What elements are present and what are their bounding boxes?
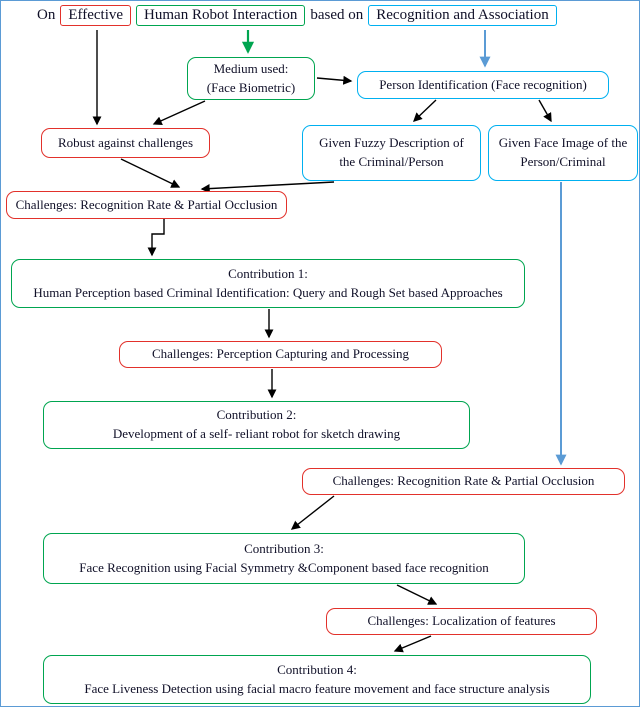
title-box-recognition-association: Recognition and Association (368, 5, 556, 26)
node-contribution-4-line2: Face Liveness Detection using facial macro feature movement and face structure analysis (84, 680, 550, 696)
node-challenge-recognition-1 (6, 191, 287, 219)
title-connector: based on (310, 7, 364, 23)
node-challenge-localization-text: Challenges: Localization of features (367, 613, 556, 629)
node-face-image-line1: Given Face Image of the (498, 135, 628, 151)
arrow-person-to-face-image (539, 100, 551, 121)
arrow-contribution3-to-challenge4 (397, 585, 436, 604)
node-medium-used (187, 57, 315, 100)
node-person-identification-text: Person Identification (Face recognition) (379, 76, 587, 92)
node-fuzzy-description (302, 125, 481, 181)
node-contribution-3 (43, 533, 525, 584)
node-challenge-recognition-2-text: Challenges: Recognition Rate & Partial Occlusion (332, 473, 595, 489)
arrow-challenge1-to-contribution1 (152, 219, 164, 255)
node-contribution-2-line2: Development of a self- reliant robot for sketch drawing (112, 426, 401, 441)
title-box-effective: Effective (60, 5, 131, 26)
node-challenge-recognition-1-text: Challenges: Recognition Rate & Partial Occlusion (15, 196, 278, 212)
title-prefix: On (37, 7, 56, 23)
arrow-medium-to-person (317, 78, 351, 81)
arrow-medium-to-robust (154, 101, 205, 124)
node-medium-used-line1: Medium used: (213, 60, 289, 76)
node-contribution-2-line1: Contribution 2: (216, 407, 297, 423)
node-challenge-localization (326, 608, 597, 635)
arrow-person-to-fuzzy (414, 100, 436, 121)
arrow-challenge4-to-contribution4 (395, 636, 431, 651)
node-contribution-2 (43, 401, 470, 449)
node-robust-challenges-text: Robust against challenges (57, 134, 194, 150)
node-robust-challenges (41, 128, 210, 158)
node-fuzzy-description-line2: the Criminal/Person (339, 154, 444, 169)
node-contribution-3-line2: Face Recognition using Facial Symmetry &Component based face recognition (79, 559, 489, 575)
arrow-challenge3-to-contribution3 (292, 496, 334, 529)
node-challenge-recognition-2 (302, 468, 625, 495)
node-medium-used-line2: (Face Biometric) (206, 79, 296, 95)
diagram-title (37, 5, 557, 26)
node-contribution-4-line1: Contribution 4: (277, 661, 357, 677)
node-contribution-3-line1: Contribution 3: (244, 540, 324, 556)
title-box-human-robot-interaction: Human Robot Interaction (136, 5, 305, 26)
node-challenge-perception (119, 341, 442, 368)
node-contribution-1 (11, 259, 525, 308)
node-person-identification (357, 71, 609, 99)
node-contribution-4 (43, 655, 591, 704)
node-face-image-line2: Person/Criminal (520, 154, 606, 169)
arrow-fuzzy-to-challenge1 (202, 182, 334, 189)
node-contribution-1-line1: Contribution 1: (228, 265, 308, 281)
node-fuzzy-description-line1: Given Fuzzy Description of (319, 135, 464, 151)
arrow-robust-to-challenge1 (121, 159, 179, 187)
node-challenge-perception-text: Challenges: Perception Capturing and Processing (151, 346, 410, 362)
node-contribution-1-line2: Human Perception based Criminal Identification: Query and Rough Set based Approaches (33, 284, 503, 300)
node-face-image (488, 125, 638, 181)
